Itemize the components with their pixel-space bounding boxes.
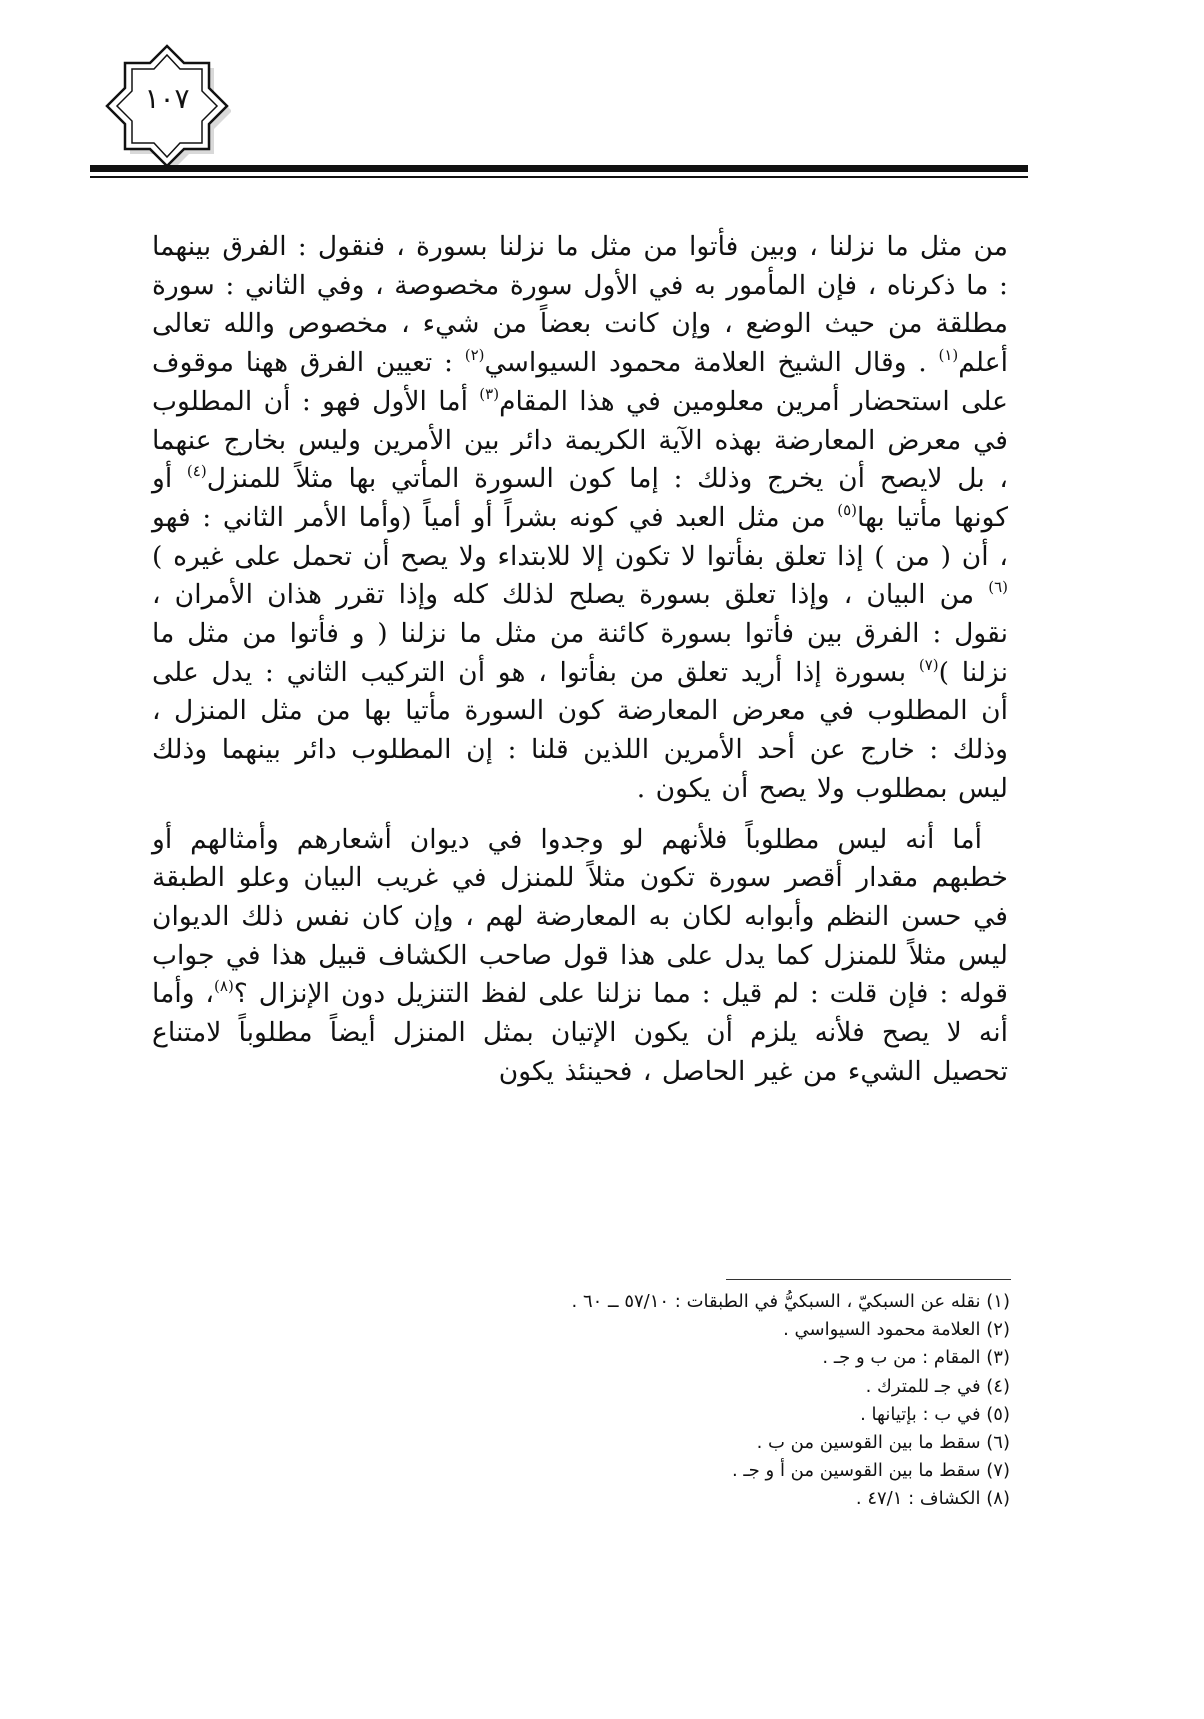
footnote-ref-5: (٥) [837,500,858,519]
footnote-item: (٢) العلامة محمود السيواسي . [783,1319,1010,1341]
page-number: ١٠٧ [144,82,190,115]
main-text [152,228,1008,1091]
footnote-item: (٣) المقام : من ب و جـ . [822,1347,1010,1369]
footnote-ref-2: (٢) [464,346,485,365]
footnote-item: (٥) في ب : بإتيانها . [860,1403,1010,1425]
footnote-item: (٧) سقط ما بين القوسين من أ و جـ . [731,1460,1010,1482]
footnote-ref-6: (٦) [988,578,1008,597]
footnote-item: (٤) في جـ للمترك . [865,1375,1010,1397]
paragraph-2: أما أنه ليس مطلوباً فلأنهم لو وجدوا في ديوان أشعارهم وأمثالهم أو خطبهم مقدار أقصر سورة تكون مثلاً للمنزل في غريب البيان وعلو الطبقة في حسن النظم وأبوابه لكان به المعارضة لهم ، وإن كان نفس ذلك الديوان ليس مثلاً للمنزل كما يدل على هذا قول صاحب الكشاف قبيل هذا في جواب قوله : فإن قلت : لم قيل : مما نزلنا على لفظ التنزيل دون الإنزال ؟$^{(٨)}$، وأما أنه لا يصح فلأنه يلزم أن يكون الإتيان بمثل المنزل أيضاً مطلوباً لامتناع تحصيل الشيء من غير الحاصل ، فحينئذ يكون [152,823,1008,1087]
footnote-ref-8: (٨) [214,977,234,996]
footnote-separator [726,1279,1011,1280]
header-rule-thick [90,165,1028,172]
footnotes [420,1288,1010,1514]
footnote-ref-3: (٣) [479,384,500,403]
header-rule-thin [90,176,1028,178]
footnote-item: (٦) سقط ما بين القوسين من ب . [756,1432,1010,1454]
footnote-ref-7: (٧) [918,655,939,674]
footnote-ref-1: (١) [938,346,959,365]
paragraph-1: من مثل ما نزلنا ، وبين فأتوا من مثل ما نزلنا بسورة ، فنقول : الفرق بينهما : ما ذكرناه ، فإن المأمور به في الأول سورة مخصوصة ، وفي الثاني : سورة مطلقة من حيث الوضع ، وإن كانت بعضاً من شيء ، مخصوص والله تعالى أعلم$^{(١)}$ . وقال الشيخ العلامة محمود السيواسي$^{(٢)}$ : تعيين الفرق ههنا موقوف على استحضار أمرين معلومين في هذا المقام$^{(٣)}$ أما الأول فهو : أن المطلوب في معرض المعارضة بهذه الآية الكريمة دائر بين الأمرين وليس بخارج عنهما ، بل لايصح أن يخرج وذلك : إما كون السورة المأتي بها مثلاً للمنزل$^{(٤)}$ أو كونها مأتيا بها$^{(٥)}$ من مثل العبد في كونه بشراً أو أمياً (وأما الأمر الثاني : فهو ، أن ( من ) إذا تعلق بفأتوا لا تكون إلا للابتداء ولا يصح أن تحمل على غيره )$^{(٦)}$ من البيان ، وإذا تعلق بسورة يصلح لذلك كله وإذا تقرر هذان الأمران ، نقول : الفرق بين فأتوا بسورة كائنة من مثل ما نزلنا ( و فأتوا من مثل ما نزلنا )$^{(٧)}$ بسورة إذا أريد تعلق من بفأتوا ، هو أن التركيب الثاني : يدل على أن المطلوب في معرض المعارضة كون السورة مأتيا بها من مثل المنزل ، وذلك : خارج عن أحد الأمرين اللذين قلنا : إن المطلوب دائر بينهما وذلك ليس بمطلوب ولا يصح أن يكون . [152,231,1008,804]
footnote-ref-4: (٤) [186,462,207,481]
footnote-item: (٨) الكشاف : ٤٧/١ . [855,1488,1010,1510]
footnote-item: (١) نقله عن السبكيّ ، السبكيُّ في الطبقات : ٥٧/١٠ ــ ٦٠ . [571,1291,1010,1312]
